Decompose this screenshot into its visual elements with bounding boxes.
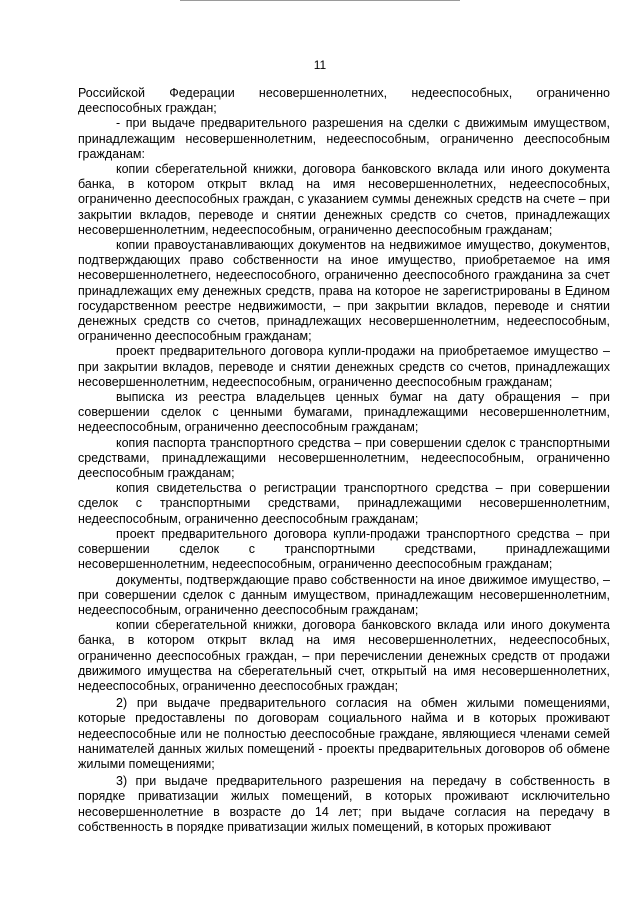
paragraph: копии сберегательной книжки, договора банковского вклада или иного документа банка, в котором открыт вклад на имя несовершеннолетних, недееспособных, ограниченно дееспособных граждан, – при перечислении денежных средств от продажи движимого имущества на сберегательный счет, открытый на имя несовершеннолетних, недееспособных, ограниченно дееспособных граждан; — [78, 618, 610, 693]
paragraph: копии сберегательной книжки, договора банковского вклада или иного документа банка, в котором открыт вклад на имя несовершеннолетних, недееспособных, ограниченно дееспособных граждан, с указанием суммы денежных средств на счете – при закрытии вкладов, переводе и снятии денежных средств со счетов, принадлежащих несовершеннолетним, недееспособным, ограниченно дееспособным гражданам; — [78, 162, 610, 237]
paragraph: копия свидетельства о регистрации транспортного средства – при совершении сделок с транспортными средствами, принадлежащими несовершеннолетним, недееспособным, ограниченно дееспособным гражданам; — [78, 481, 610, 526]
numbered-paragraph: 2) при выдаче предварительного согласия на обмен жилыми помещениями, которые предоставлены по договорам социального найма и в которых проживают недееспособные или не полностью дееспособные граждане, являющиеся членами семей нанимателей данных жилых помещений - проекты предварительных договоров об обмене жилыми помещениями; — [78, 696, 610, 771]
paragraph: - при выдаче предварительного разрешения на сделки с движимым имуществом, принадлежащим несовершеннолетним, недееспособным, ограниченно дееспособным гражданам: — [78, 116, 610, 161]
document-body — [78, 86, 610, 835]
paragraph: копии правоустанавливающих документов на недвижимое имущество, документов, подтверждающих право собственности на иное имущество, приобретаемое на имя несовершеннолетнего, недееспособного, ограниченно дееспособного гражданина за счет принадлежащих ему денежных средств, права на которое не зарегистрированы в Едином государственном реестре недвижимости, – при закрытии вкладов, переводе и снятии денежных средств со счетов, принадлежащих несовершеннолетним, недееспособным, ограниченно дееспособным гражданам; — [78, 238, 610, 344]
paragraph: Российской Федерации несовершеннолетних, недееспособных, ограниченно дееспособных граждан; — [78, 86, 610, 116]
paragraph: выписка из реестра владельцев ценных бумаг на дату обращения – при совершении сделок с ценными бумагами, принадлежащими несовершеннолетним, недееспособным, ограниченно дееспособным гражданам; — [78, 390, 610, 435]
paragraph: копия паспорта транспортного средства – при совершении сделок с транспортными средствами, принадлежащими несовершеннолетним, недееспособным, ограниченно дееспособным гражданам; — [78, 435, 610, 481]
paragraph: документы, подтверждающие право собственности на иное движимое имущество, – при совершении сделок с данным имуществом, принадлежащим несовершеннолетним, недееспособным, ограниченно дееспособным гражданам; — [78, 572, 610, 617]
paragraph: проект предварительного договора купли-продажи на приобретаемое имущество – при закрытии вкладов, переводе и снятии денежных средств со счетов, принадлежащих несовершеннолетним, недееспособным, ограниченно дееспособным гражданам; — [78, 344, 610, 389]
top-border-line — [180, 0, 460, 1]
page-number: 11 — [313, 58, 327, 72]
paragraph: проект предварительного договора купли-продажи транспортного средства – при совершении сделок с транспортными средствами, принадлежащими несовершеннолетним, недееспособным, ограниченно дееспособным гражданам; — [78, 526, 610, 572]
numbered-paragraph: 3) при выдаче предварительного разрешения на передачу в собственность в порядке приватизации жилых помещений, в которых проживают исключительно несовершеннолетние в возрасте до 14 лет; при выдаче согласия на передачу в собственность в порядке приватизации жилых помещений, в которых проживают — [78, 774, 610, 834]
